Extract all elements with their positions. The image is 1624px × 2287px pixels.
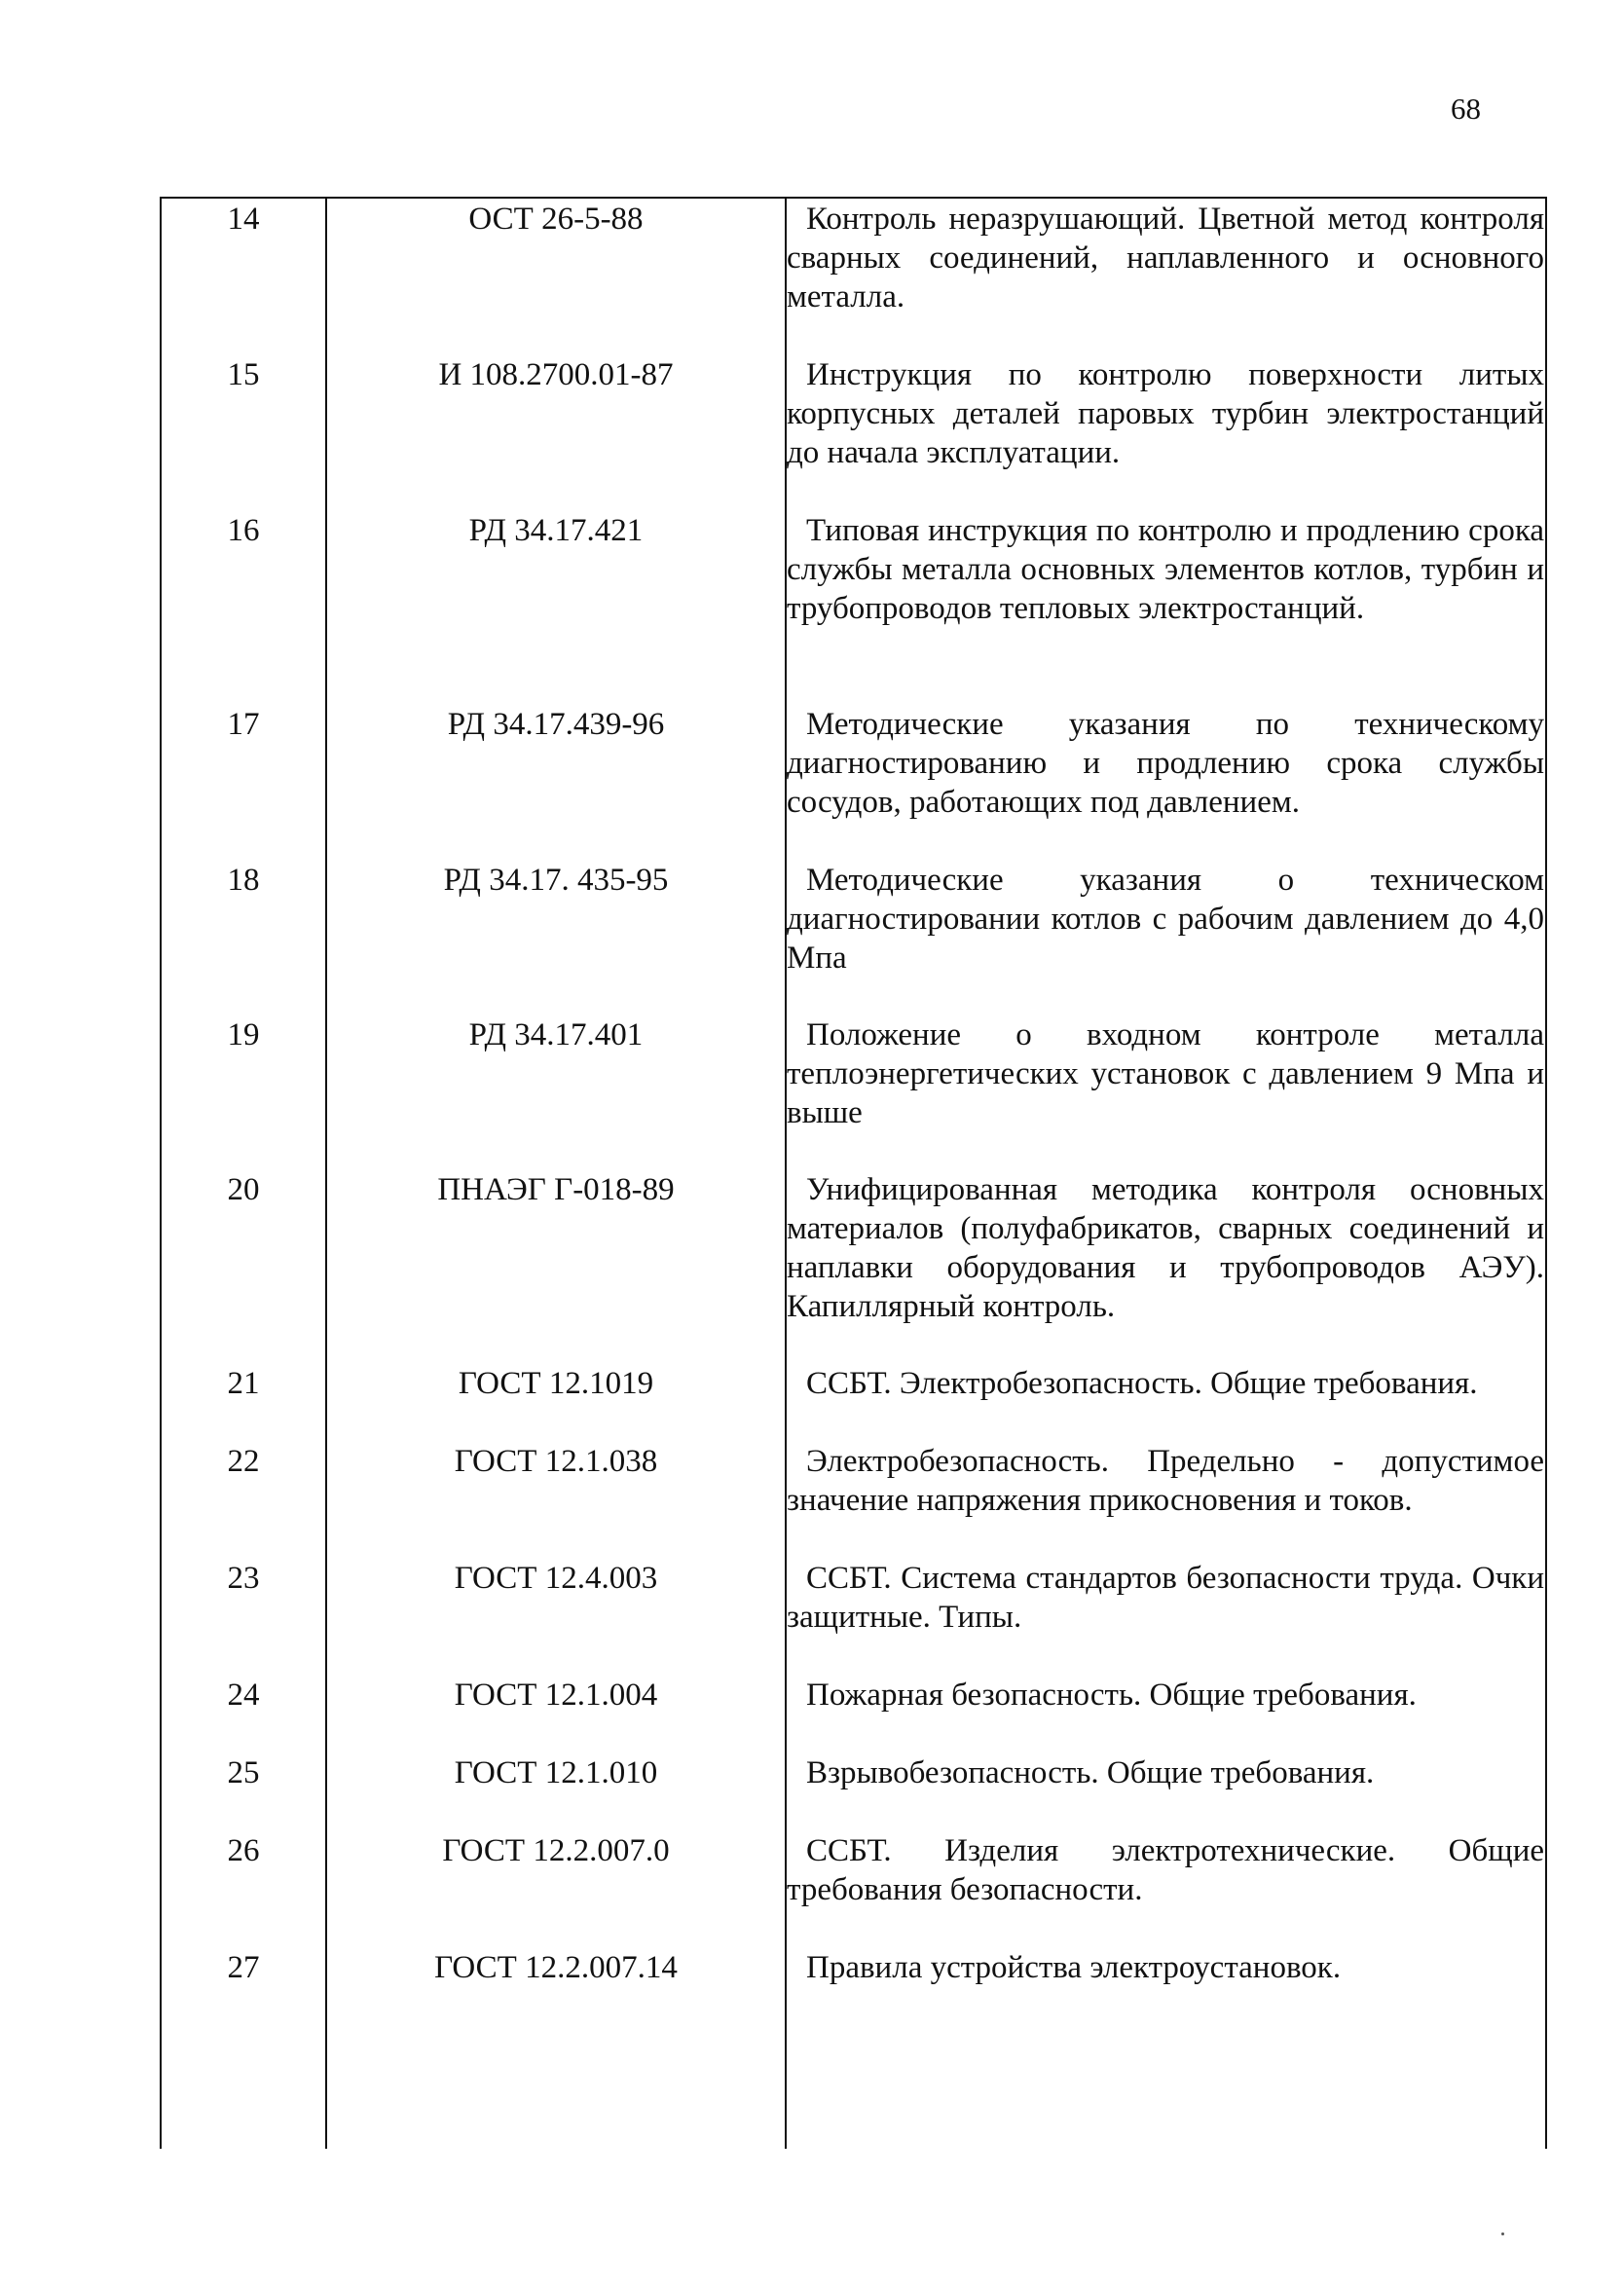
row-number: 14 bbox=[227, 202, 260, 237]
row-number: 23 bbox=[227, 1561, 260, 1596]
row-number: 19 bbox=[227, 1017, 260, 1052]
row-number: 24 bbox=[227, 1678, 260, 1713]
row-standard-code: ГОСТ 12.1019 bbox=[458, 1366, 654, 1401]
row-standard-code: ОСТ 26-5-88 bbox=[468, 202, 644, 237]
row-description: Инструкция по контролю поверхности литых корпусных деталей паровых турбин электростанций до начала эксплуатации. bbox=[787, 357, 1544, 470]
row-standard-code: РД 34.17.421 bbox=[468, 513, 644, 548]
row-number: 15 bbox=[227, 357, 260, 392]
row-number: 26 bbox=[227, 1833, 260, 1868]
row-description: Правила устройства электроустановок. bbox=[806, 1950, 1342, 1985]
row-number: 21 bbox=[227, 1366, 260, 1401]
row-number: 25 bbox=[227, 1755, 260, 1790]
row-description: Контроль неразрушающий. Цветной метод контроля сварных соединений, наплавленного и основного металла. bbox=[787, 202, 1544, 314]
row-standard-code: ГОСТ 12.1.004 bbox=[454, 1678, 658, 1713]
row-description: Методические указания о техническом диагностировании котлов с рабочим давлением до 4,0 Мпа bbox=[787, 863, 1544, 976]
row-description: Унифицированная методика контроля основных материалов (полуфабрикатов, сварных соединений и наплавки оборудования и трубопроводов АЭУ). Капиллярный контроль. bbox=[787, 1172, 1544, 1324]
row-description: Положение о входном контроле металла теплоэнергетических установок с давлением 9 Мпа и выше bbox=[787, 1017, 1544, 1130]
row-standard-code: И 108.2700.01-87 bbox=[438, 357, 674, 392]
row-standard-code: ГОСТ 12.1.038 bbox=[454, 1444, 658, 1479]
row-description: ССБТ. Система стандартов безопасности труда. Очки защитные. Типы. bbox=[787, 1561, 1544, 1635]
row-standard-code: ГОСТ 12.1.010 bbox=[454, 1755, 658, 1790]
row-standard-code: ГОСТ 12.2.007.0 bbox=[442, 1833, 670, 1868]
row-standard-code: ПНАЭГ Г-018-89 bbox=[437, 1172, 675, 1207]
row-standard-code: РД 34.17.439-96 bbox=[447, 707, 665, 742]
row-description: Электробезопасность. Предельно - допустимое значение напряжения прикосновения и токов. bbox=[787, 1444, 1544, 1518]
row-description: ССБТ. Изделия электротехнические. Общие требования безопасности. bbox=[787, 1833, 1544, 1907]
row-number: 20 bbox=[227, 1172, 260, 1207]
row-number: 27 bbox=[227, 1950, 260, 1985]
row-description: Пожарная безопасность. Общие требования. bbox=[806, 1678, 1417, 1713]
row-standard-code: ГОСТ 12.2.007.14 bbox=[434, 1950, 678, 1985]
page-number: 68 bbox=[1451, 92, 1481, 126]
row-standard-code: ГОСТ 12.4.003 bbox=[454, 1561, 658, 1596]
row-number: 17 bbox=[227, 707, 260, 742]
row-number: 18 bbox=[227, 863, 260, 898]
row-number: 22 bbox=[227, 1444, 260, 1479]
row-description: Типовая инструкция по контролю и продлению срока службы металла основных элементов котлов, турбин и трубопроводов тепловых электростанций. bbox=[787, 513, 1544, 626]
table-right-border bbox=[1545, 197, 1547, 2149]
row-description: ССБТ. Электробезопасность. Общие требования. bbox=[806, 1366, 1478, 1401]
row-description: Взрывобезопасность. Общие требования. bbox=[806, 1755, 1375, 1790]
table-top-border bbox=[160, 197, 1547, 199]
row-number: 16 bbox=[227, 513, 260, 548]
scan-speck bbox=[1501, 2232, 1504, 2235]
row-standard-code: РД 34.17. 435-95 bbox=[443, 863, 669, 898]
row-standard-code: РД 34.17.401 bbox=[468, 1017, 644, 1052]
row-description: Методические указания по техническому диагностированию и продлению срока службы сосудов, работающих под давлением. bbox=[787, 707, 1544, 820]
